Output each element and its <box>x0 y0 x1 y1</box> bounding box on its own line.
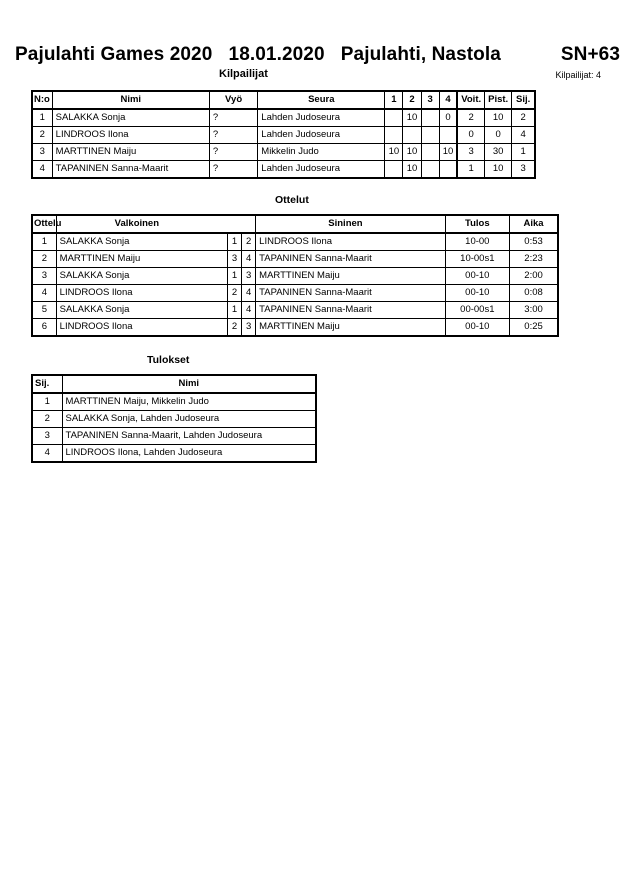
cell-belt: ? <box>209 109 257 127</box>
cell-round <box>385 109 403 127</box>
cell-white: SALAKKA Sonja <box>56 268 227 285</box>
cell-round <box>385 127 403 144</box>
cell-place: 3 <box>32 428 62 445</box>
results-heading: Tulokset <box>147 354 190 366</box>
cell-place: 4 <box>512 127 535 144</box>
cell-match-no: 2 <box>32 251 56 268</box>
table-header-row <box>32 375 316 393</box>
cell-name: MARTTINEN Maiju, Mikkelin Judo <box>62 393 316 411</box>
table-row <box>32 428 316 445</box>
cell-match-no: 3 <box>32 268 56 285</box>
cell-round <box>403 127 421 144</box>
cell-round <box>421 161 439 179</box>
cell-name: TAPANINEN Sanna-Maarit <box>52 161 209 179</box>
cell-blue-no: 4 <box>242 251 256 268</box>
cell-white: SALAKKA Sonja <box>56 302 227 319</box>
cell-points: 10 <box>485 109 512 127</box>
table-row <box>32 319 558 337</box>
cell-belt: ? <box>209 144 257 161</box>
cell-points: 30 <box>485 144 512 161</box>
cell-name: TAPANINEN Sanna-Maarit, Lahden Judoseura <box>62 428 316 445</box>
cell-round: 10 <box>385 144 403 161</box>
cell-match-no: 5 <box>32 302 56 319</box>
cell-round: 10 <box>403 161 421 179</box>
cell-white: SALAKKA Sonja <box>56 233 227 251</box>
cell-time: 0:08 <box>510 285 558 302</box>
cell-club: Lahden Judoseura <box>258 109 385 127</box>
cell-time: 0:53 <box>510 233 558 251</box>
cell-blue: TAPANINEN Sanna-Maarit <box>256 302 445 319</box>
col-header: Seura <box>258 91 385 109</box>
col-header: 3 <box>421 91 439 109</box>
cell-white-no: 1 <box>227 302 241 319</box>
table-row <box>32 268 558 285</box>
cell-white-no: 3 <box>227 251 241 268</box>
matches-table <box>31 214 559 337</box>
cell-time: 2:23 <box>510 251 558 268</box>
cell-white: MARTTINEN Maiju <box>56 251 227 268</box>
event-date: 18.01.2020 <box>228 44 325 65</box>
table-row <box>32 233 558 251</box>
cell-place: 1 <box>32 393 62 411</box>
cell-result: 00-00s1 <box>445 302 509 319</box>
weight-category: SN+63 <box>560 44 620 65</box>
col-header: Nimi <box>62 375 316 393</box>
cell-name: SALAKKA Sonja, Lahden Judoseura <box>62 411 316 428</box>
col-header: Sij. <box>512 91 535 109</box>
cell-result: 00-10 <box>445 319 509 337</box>
col-header: Pist. <box>485 91 512 109</box>
cell-round: 10 <box>439 144 457 161</box>
table-row <box>32 144 535 161</box>
results-table <box>31 374 317 463</box>
cell-belt: ? <box>209 161 257 179</box>
event-location: Pajulahti, Nastola <box>340 44 501 65</box>
cell-name: MARTTINEN Maiju <box>52 144 209 161</box>
cell-result: 00-10 <box>445 268 509 285</box>
cell-points: 0 <box>485 127 512 144</box>
cell-points: 10 <box>485 161 512 179</box>
cell-result: 10-00s1 <box>445 251 509 268</box>
table-row <box>32 251 558 268</box>
event-name: Pajulahti Games 2020 <box>15 44 213 65</box>
cell-place: 2 <box>32 411 62 428</box>
col-header: 1 <box>385 91 403 109</box>
cell-belt: ? <box>209 127 257 144</box>
cell-blue: MARTTINEN Maiju <box>256 268 445 285</box>
cell-wins: 3 <box>457 144 484 161</box>
cell-round <box>439 127 457 144</box>
cell-match-no: 6 <box>32 319 56 337</box>
competitors-heading: Kilpailijat <box>219 68 268 80</box>
table-header-row <box>32 215 558 233</box>
cell-white-no: 2 <box>227 319 241 337</box>
cell-no: 1 <box>32 109 52 127</box>
cell-blue: TAPANINEN Sanna-Maarit <box>256 285 445 302</box>
cell-result: 00-10 <box>445 285 509 302</box>
cell-wins: 2 <box>457 109 484 127</box>
cell-blue-no: 2 <box>242 233 256 251</box>
cell-time: 3:00 <box>510 302 558 319</box>
cell-time: 2:00 <box>510 268 558 285</box>
cell-round: 10 <box>403 144 421 161</box>
competitor-count: Kilpailijat: 4 <box>555 70 601 80</box>
page-title <box>15 44 620 66</box>
col-header: 4 <box>439 91 457 109</box>
matches-heading: Ottelut <box>275 194 309 206</box>
table-row <box>32 445 316 463</box>
cell-no: 4 <box>32 161 52 179</box>
col-header: Aika <box>510 215 558 233</box>
table-header-row <box>32 91 535 109</box>
cell-no: 2 <box>32 127 52 144</box>
cell-place: 4 <box>32 445 62 463</box>
cell-round <box>421 144 439 161</box>
col-header: 2 <box>403 91 421 109</box>
table-row <box>32 302 558 319</box>
cell-white-no: 1 <box>227 233 241 251</box>
cell-round: 10 <box>403 109 421 127</box>
cell-match-no: 1 <box>32 233 56 251</box>
table-row <box>32 285 558 302</box>
cell-blue: TAPANINEN Sanna-Maarit <box>256 251 445 268</box>
cell-white-no: 1 <box>227 268 241 285</box>
table-row <box>32 109 535 127</box>
col-header: Sij. <box>32 375 62 393</box>
cell-name: SALAKKA Sonja <box>52 109 209 127</box>
table-row <box>32 161 535 179</box>
col-header: Vyö <box>209 91 257 109</box>
cell-club: Lahden Judoseura <box>258 161 385 179</box>
cell-wins: 1 <box>457 161 484 179</box>
cell-match-no: 4 <box>32 285 56 302</box>
cell-blue-no: 3 <box>242 268 256 285</box>
cell-blue: LINDROOS Ilona <box>256 233 445 251</box>
cell-place: 1 <box>512 144 535 161</box>
cell-result: 10-00 <box>445 233 509 251</box>
cell-round <box>421 127 439 144</box>
cell-place: 3 <box>512 161 535 179</box>
competitors-table <box>31 90 536 179</box>
cell-round <box>421 109 439 127</box>
col-header: N:o <box>32 91 52 109</box>
cell-blue-no: 4 <box>242 302 256 319</box>
col-header: Tulos <box>445 215 509 233</box>
cell-club: Lahden Judoseura <box>258 127 385 144</box>
cell-blue-no: 3 <box>242 319 256 337</box>
table-row <box>32 411 316 428</box>
cell-time: 0:25 <box>510 319 558 337</box>
cell-blue: MARTTINEN Maiju <box>256 319 445 337</box>
cell-wins: 0 <box>457 127 484 144</box>
table-row <box>32 393 316 411</box>
cell-white-no: 2 <box>227 285 241 302</box>
cell-place: 2 <box>512 109 535 127</box>
col-header: Sininen <box>256 215 445 233</box>
cell-blue-no: 4 <box>242 285 256 302</box>
cell-white: LINDROOS Ilona <box>56 285 227 302</box>
cell-name: LINDROOS Ilona, Lahden Judoseura <box>62 445 316 463</box>
table-row <box>32 127 535 144</box>
cell-no: 3 <box>32 144 52 161</box>
cell-white: LINDROOS Ilona <box>56 319 227 337</box>
cell-round <box>385 161 403 179</box>
cell-club: Mikkelin Judo <box>258 144 385 161</box>
col-header: Ottelu <box>32 215 56 233</box>
col-header: Voit. <box>457 91 484 109</box>
col-header: Nimi <box>52 91 209 109</box>
cell-round: 0 <box>439 109 457 127</box>
cell-name: LINDROOS Ilona <box>52 127 209 144</box>
cell-round <box>439 161 457 179</box>
col-header: Valkoinen <box>56 215 255 233</box>
